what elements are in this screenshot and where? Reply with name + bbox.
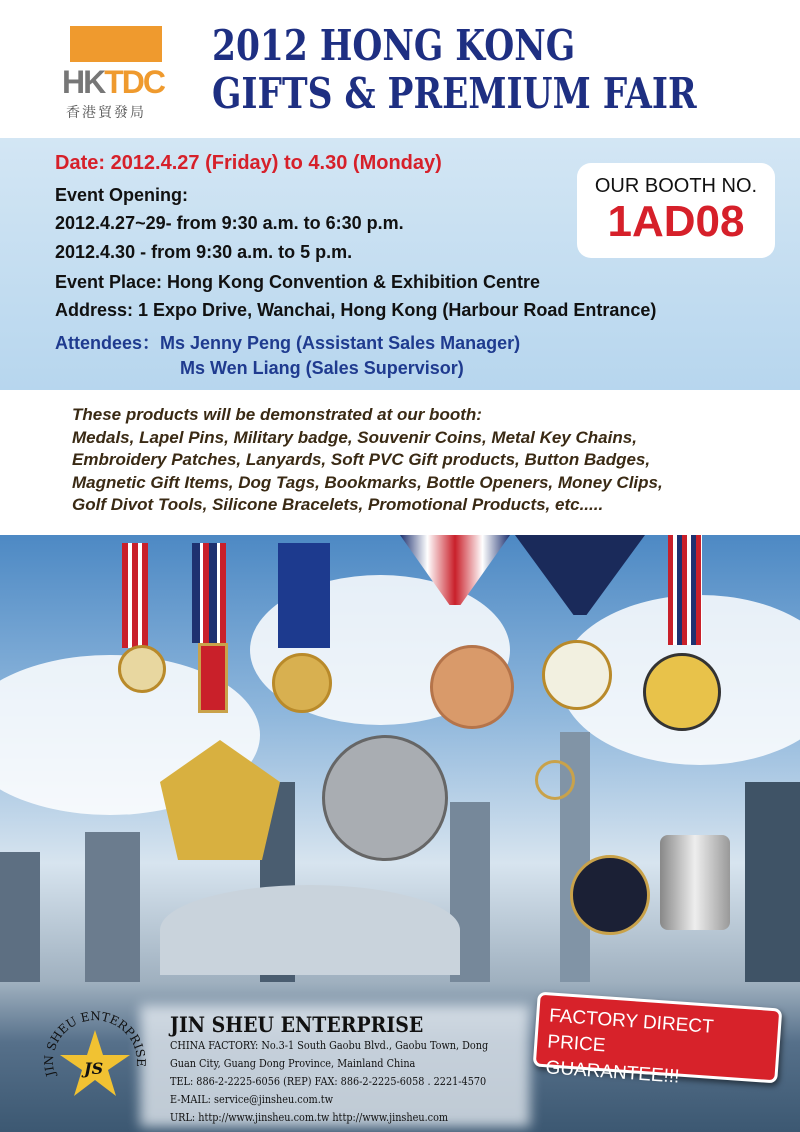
medal-ribbon [278, 543, 330, 648]
opening-hours-1: 2012.4.27~29- from 9:30 a.m. to 6:30 p.m. [55, 213, 404, 233]
jin-sheu-logo [40, 1000, 150, 1110]
product-line: Embroidery Patches, Lanyards, Soft PVC Gift products, Button Badges, [72, 450, 651, 469]
convention-centre [160, 885, 460, 975]
medal-icon [198, 643, 228, 713]
bottle-opener-icon [660, 835, 730, 930]
building [745, 782, 800, 982]
building [85, 832, 140, 982]
event-info [0, 138, 800, 390]
guarantee-line-1: FACTORY DIRECT PRICE [546, 1005, 714, 1057]
medal-ribbon [515, 535, 645, 615]
company-url[interactable]: URL: http://www.jinsheu.com.tw http://www.jinsheu.com [170, 1111, 449, 1124]
coin-icon [322, 735, 448, 861]
attendee-1: Attendees：Ms Jenny Peng (Assistant Sales Manager) [55, 333, 521, 353]
medal-icon [118, 645, 166, 693]
medal-icon [643, 653, 721, 731]
keyring-icon [535, 760, 575, 800]
medal-icon [430, 645, 514, 729]
company-email[interactable]: E-MAIL: service@jinsheu.com.tw [170, 1093, 333, 1106]
product-line: Medals, Lapel Pins, Military badge, Souvenir Coins, Metal Key Chains, [72, 427, 637, 447]
company-name: JIN SHEU ENTERPRISE [170, 1012, 424, 1037]
keychain-icon [570, 855, 650, 935]
factory-address-2: Guan City, Guang Dong Province, Mainland China [170, 1057, 416, 1070]
medal-icon [272, 653, 332, 713]
booth-label: OUR BOOTH NO. [594, 175, 758, 197]
event-date: Date: 2012.4.27 (Friday) to 4.30 (Monday) [55, 152, 442, 174]
logo-wave-icon [70, 26, 162, 62]
factory-address-1: CHINA FACTORY: No.3-1 South Gaobu Blvd., Gaobu Town, Dong [170, 1039, 489, 1052]
price-guarantee-badge [533, 992, 783, 1088]
company-phone: TEL: 886-2-2225-6056 (REP) FAX: 886-2-2225-6058 . 2221-4570 [170, 1075, 487, 1088]
event-address: Address: 1 Expo Drive, Wanchai, Hong Kong (Harbour Road Entrance) [55, 300, 657, 320]
product-list [72, 404, 663, 517]
booth-number: 1AD08 [607, 197, 745, 246]
svg-text:JIN SHEU ENTERPRISE: JIN SHEU ENTERPRISE [41, 1009, 149, 1078]
page-title [212, 22, 697, 118]
booth-badge [577, 163, 775, 258]
logo-initials: JS [84, 1059, 104, 1078]
hktdc-logo [62, 26, 172, 126]
medal-icon [542, 640, 612, 710]
guarantee-line-2: GUARANTEE!!! [544, 1057, 681, 1088]
opening-hours-2: 2012.4.30 - from 9:30 a.m. to 5 p.m. [55, 242, 353, 262]
event-place: Event Place: Hong Kong Convention & Exhibition Centre [55, 272, 541, 292]
title-line-1: 2012 HONG KONG [212, 21, 576, 70]
attendee-2: Ms Wen Liang (Sales Supervisor) [180, 358, 464, 378]
company-info [170, 1012, 532, 1127]
product-line: These products will be demonstrated at our booth: [72, 405, 482, 424]
product-line: Magnetic Gift Items, Dog Tags, Bookmarks, Bottle Openers, Money Clips, [72, 472, 663, 492]
logo-chinese: 香港貿發局 [66, 104, 146, 120]
header [0, 0, 800, 138]
medal-ribbon [192, 543, 226, 643]
medal-ribbon [122, 543, 148, 648]
medal-ribbon [668, 535, 702, 645]
building [0, 852, 40, 982]
product-line: Golf Divot Tools, Silicone Bracelets, Promotional Products, etc..... [72, 495, 604, 514]
logo-text: HKTDC [62, 64, 164, 100]
title-line-2: GIFTS & PREMIUM FAIR [212, 69, 697, 118]
opening-label: Event Opening: [55, 185, 189, 205]
